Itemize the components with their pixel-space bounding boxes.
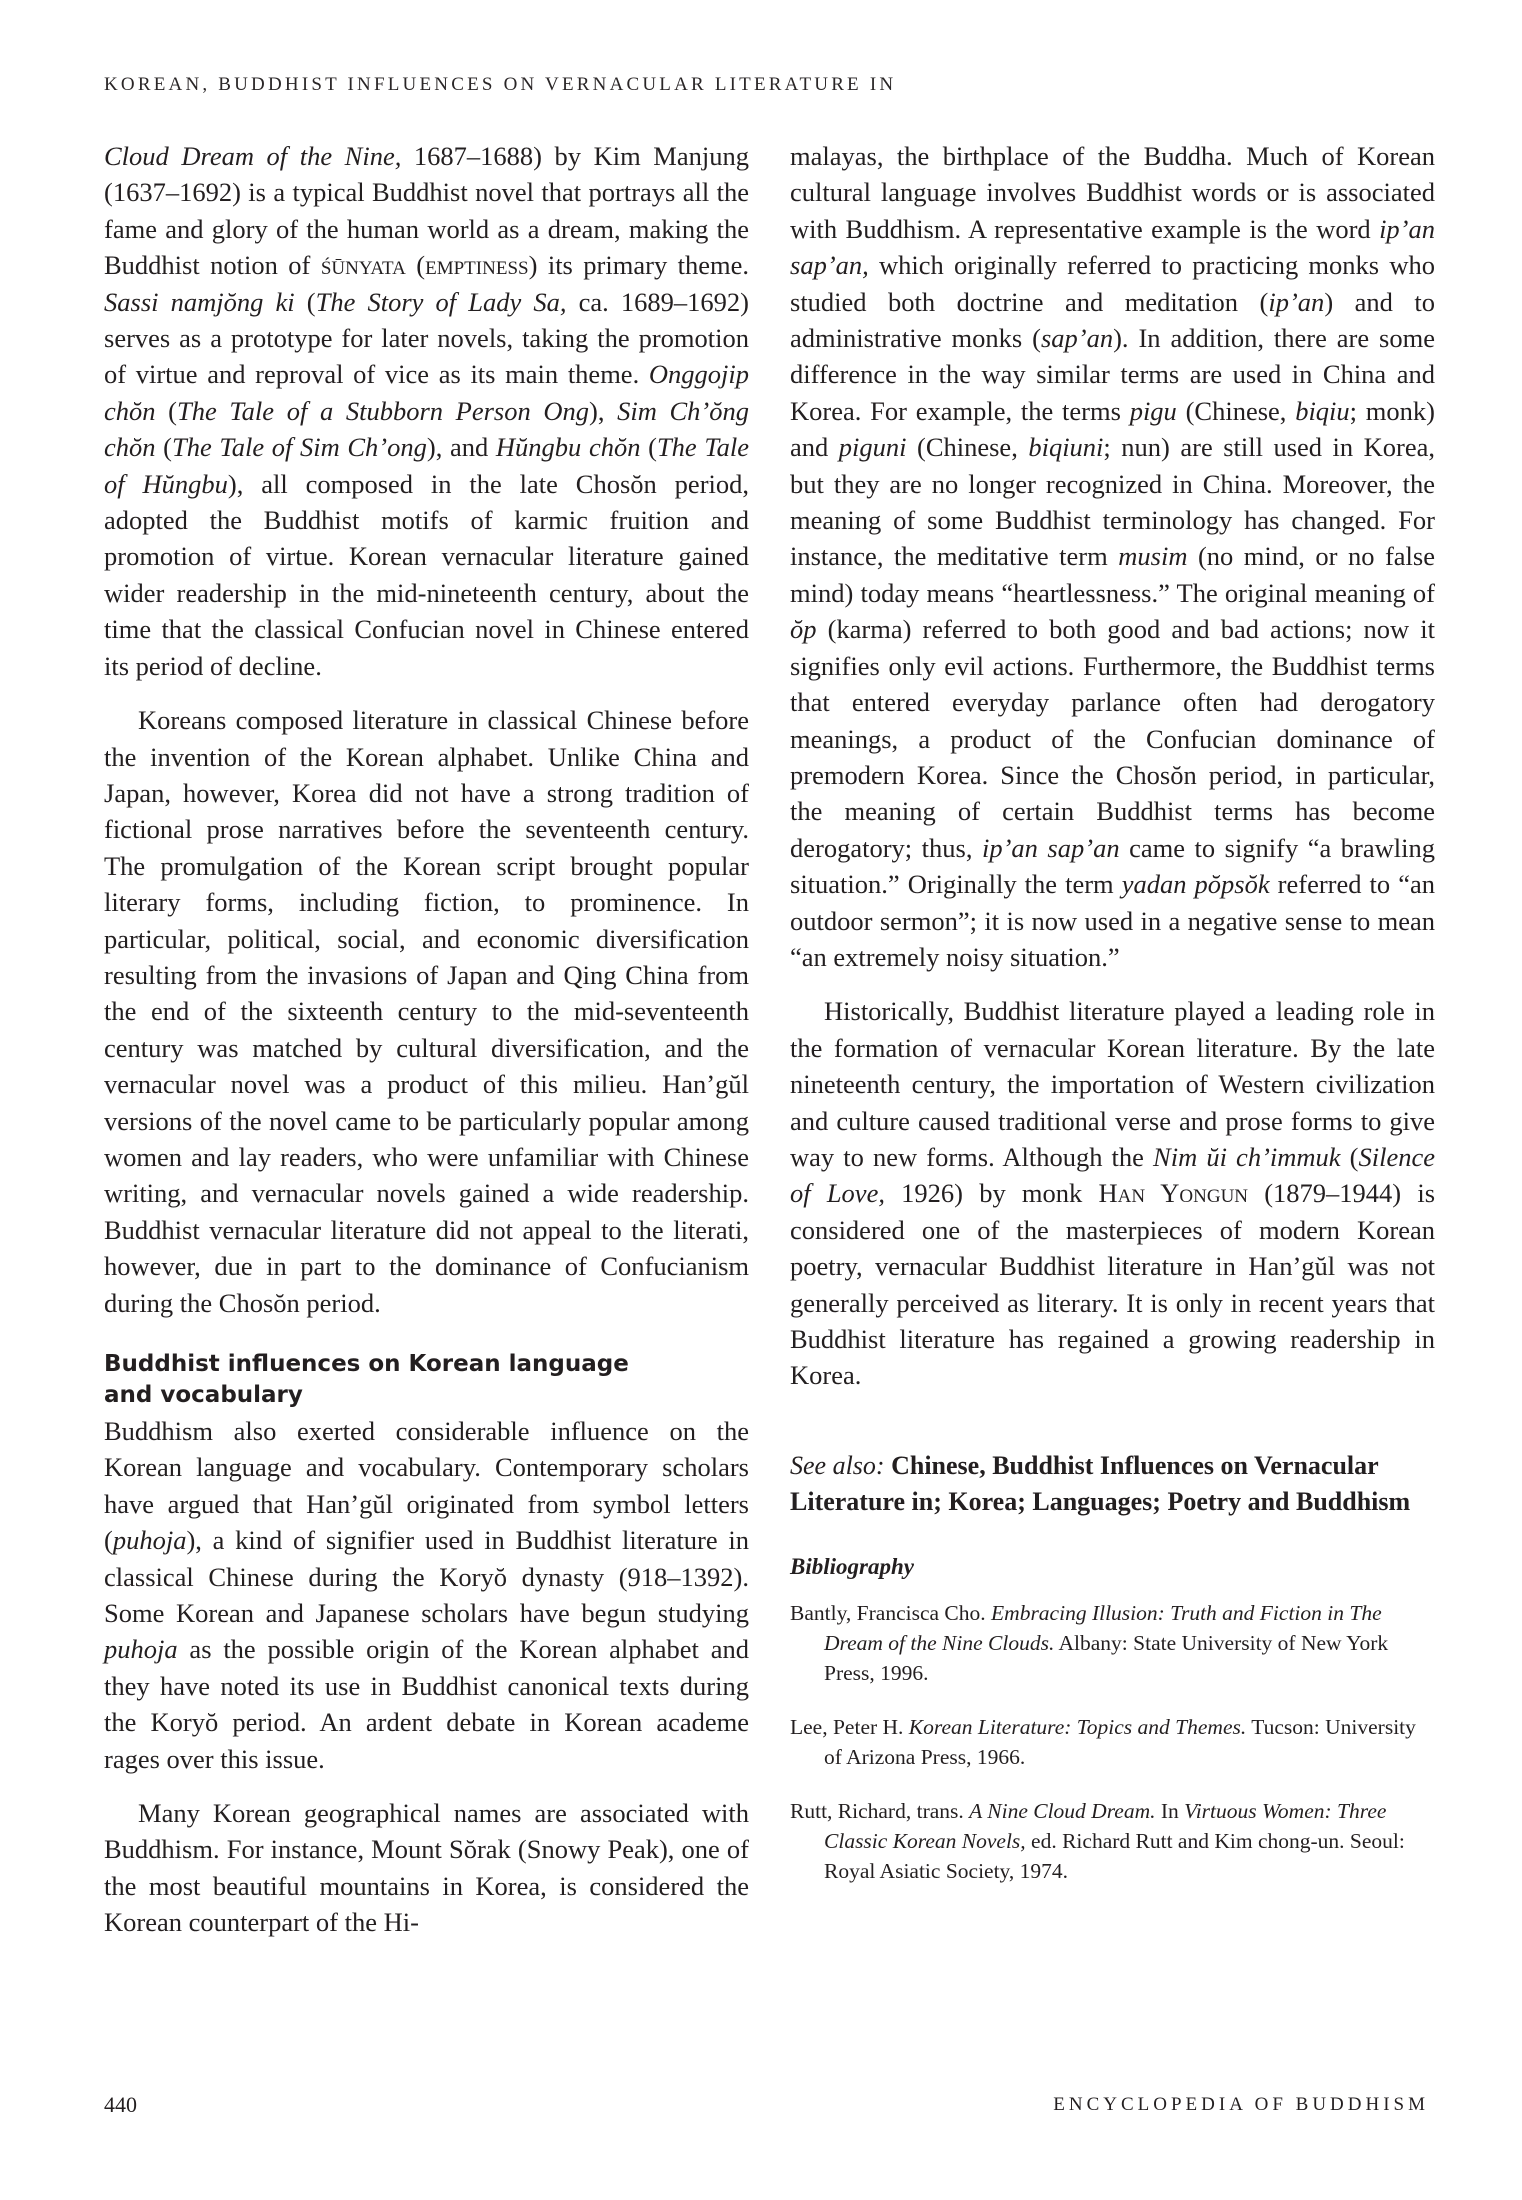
italic-term: sap’an: [1040, 323, 1114, 354]
italic-term: Nim ŭi ch’immuk: [1153, 1141, 1341, 1172]
right-column: [790, 138, 1435, 1910]
italic-term: ip’an: [1268, 286, 1325, 317]
italic-term: Sim Ch’ŏng chŏn: [104, 395, 749, 463]
italic-term: A Nine Cloud Dream.: [969, 1798, 1156, 1823]
small-caps-term: śūnyata (emptiness): [320, 250, 538, 281]
italic-term: The Tale of Hŭngbu: [104, 432, 750, 499]
italic-term: Embracing Illusion: Truth and Fiction in The Dream of the Nine Clouds.: [824, 1600, 1382, 1655]
italic-term: The Tale of Sim Ch’ong: [172, 432, 427, 463]
italic-term: Cloud Dream of the Nine,: [104, 141, 402, 171]
italic-term: Sassi namjŏng ki: [104, 286, 295, 317]
left-paragraph-3: Buddhism also exerted considerable influence on the Korean language and vocabulary. Contemporary scholars have argued that Han’gŭl originated from symbol letters (puhoja), a kind of signifier used in Buddhist literature in classical Chinese during the Koryŏ dynasty (918–1392). Some Korean and Japanese scholars have begun studying puhoja as the possible origin of the Korean alphabet and they have noted its use in Buddhist canonical texts during the Koryŏ period. An ardent debate in Korean academe rages over this issue.: [104, 1416, 749, 1774]
bibliography-heading: Bibliography: [790, 1553, 914, 1579]
italic-term: The Story of Lady Sa,: [315, 286, 567, 317]
running-head: KOREAN, BUDDHIST INFLUENCES ON VERNACULAR LITERATURE IN: [104, 74, 897, 95]
italic-term: biqiu: [1295, 395, 1350, 426]
italic-term: Onggojip chŏn: [104, 359, 749, 426]
see-also: [790, 1448, 1435, 1520]
italic-term: yadan pŏpsŏk: [1121, 869, 1270, 900]
left-paragraph-2: Koreans composed literature in classical Chinese before the invention of the Korean alphabet. Unlike China and Japan, however, Korea did not have a strong tradition of fictional prose narratives before the seventeenth century. The promulgation of the Korean script brought popular literary forms, including fiction, to prominence. In particular, political, social, and economic diversification resulting from the invasions of Japan and Qing China from the end of the sixteenth century to the mid-seventeenth century was matched by cultural diversification, and the vernacular novel was a product of this milieu. Han’gŭl versions of the novel came to be particularly popular among women and lay readers, who were unfamiliar with Chinese writing, and vernacular novels gained a wide readership. Buddhist vernacular literature did not appeal to the literati, however, due in part to the dominance of Confucianism during the Chosŏn period.: [104, 705, 749, 1318]
italic-term: biqiuni: [1028, 432, 1104, 463]
italic-term: piguni: [838, 432, 907, 463]
right-paragraph-1: malayas, the birthplace of the Buddha. Much of Korean cultural language involves Buddhist words or is associated with Buddhism. A representative example is the word ip’an sap’an, which originally referred to practicing monks who studied both doctrine and meditation (ip’an) and to administrative monks (sap’an). In addition, there are some difference in the way similar terms are used in China and Korea. For example, the terms pigu (Chinese, biqiu; monk) and piguni (Chinese, biqiuni; nun) are still used in Korea, but they are no longer recognized in China. Moreover, the meaning of some Buddhist terminology has changed. For instance, the meditative term musim (no mind, or no false mind) today means “heartlessness.” The original meaning of ŏp (karma) referred to both good and bad actions; now it signifies only evil actions. Furthermore, the Buddhist terms that entered everyday parlance often had derogatory meanings, a product of the Confucian dominance of premodern Korea. Since the Chosŏn period, in particular, the meaning of certain Buddhist terms has become derogatory; thus, ip’an sap’an came to signify “a brawling situation.” Originally the term yadan pŏpsŏk referred to “an outdoor sermon”; it is now used in a negative sense to mean “an extremely noisy situation.”: [790, 141, 1435, 972]
italic-term: Korean Literature: Topics and Themes.: [908, 1714, 1247, 1739]
italic-term: puhoja: [112, 1525, 187, 1556]
left-paragraph-1: Cloud Dream of the Nine, 1687–1688) by Kim Manjung (1637–1692) is a typical Buddhist novel that portrays all the fame and glory of the human world as a dream, making the Buddhist notion of śūnyata (emptiness) its primary theme. Sassi namjŏng ki (The Story of Lady Sa, ca. 1689–1692) serves as a prototype for later novels, taking the promotion of virtue and reproval of vice as its main theme. Onggojip chŏn (The Tale of a Stubborn Person Ong), Sim Ch’ŏng chŏn (The Tale of Sim Ch’ong), and Hŭngbu chŏn (The Tale of Hŭngbu), all composed in the late Chosŏn period, adopted the Buddhist motifs of karmic fruition and promotion of virtue. Korean vernacular literature gained wider readership in the mid-nineteenth century, about the time that the classical Confucian novel in Chinese entered its period of decline.: [104, 141, 750, 681]
left-paragraph-4: Many Korean geographical names are associated with Buddhism. For instance, Mount Sŏrak (Snowy Peak), one of the most beautiful mountains in Korea, is considered the Korean counterpart of the Hi-: [104, 1798, 749, 1938]
italic-term: pigu: [1129, 395, 1177, 426]
right-paragraph-2: Historically, Buddhist literature played a leading role in the formation of vernacular Korean literature. By the late nineteenth century, the importation of Western civilization and culture caused traditional verse and prose forms to give way to new forms. Although the Nim ŭi ch’immuk (Silence of Love, 1926) by monk Han Yongun (1879–1944) is considered one of the masterpieces of modern Korean poetry, vernacular Buddhist literature in Han’gŭl was not generally perceived as literary. It is only in recent years that Buddhist literature has regained a growing readership in Korea.: [790, 996, 1436, 1391]
see-also-label: See also:: [790, 1450, 885, 1480]
small-caps-term: Han Yongun: [1098, 1178, 1249, 1209]
section-heading: Buddhist influences on Korean language and vocabulary: [104, 1351, 629, 1408]
page-number: 440: [104, 2092, 137, 2117]
footer-publication-title: ENCYCLOPEDIA OF BUDDHISM: [1053, 2094, 1429, 2115]
italic-term: Silence of Love,: [790, 1141, 1435, 1209]
see-also-links[interactable]: Chinese, Buddhist Influences on Vernacular Literature in; Korea; Languages; Poetry and Buddhism: [790, 1450, 1411, 1516]
left-column: [104, 138, 749, 1959]
bibliography-entry: Lee, Peter H. Korean Literature: Topics and Themes. Tucson: University of Arizona Press, 1966.: [790, 1714, 1416, 1769]
italic-term: Hŭngbu chŏn: [495, 432, 641, 463]
italic-term: ŏp: [790, 614, 817, 645]
italic-term: ip’an sap’an: [981, 832, 1120, 863]
italic-term: musim: [1118, 541, 1188, 572]
italic-term: puhoja: [104, 1634, 178, 1665]
bibliography-entry: Rutt, Richard, trans. A Nine Cloud Dream. In Virtuous Women: Three Classic Korean Novels, ed. Richard Rutt and Kim chong-un. Seoul: Royal Asiatic Society, 1974.: [790, 1798, 1405, 1883]
italic-term: The Tale of a Stubborn Person Ong: [176, 395, 590, 426]
italic-term: ip’an sap’an,: [790, 213, 1435, 281]
bibliography-entry: Bantly, Francisca Cho. Embracing Illusion: Truth and Fiction in The Dream of the Nine Clouds. Albany: State University of New York Press, 1996.: [790, 1600, 1389, 1685]
italic-term: Virtuous Women: Three Classic Korean Novels,: [824, 1798, 1387, 1853]
